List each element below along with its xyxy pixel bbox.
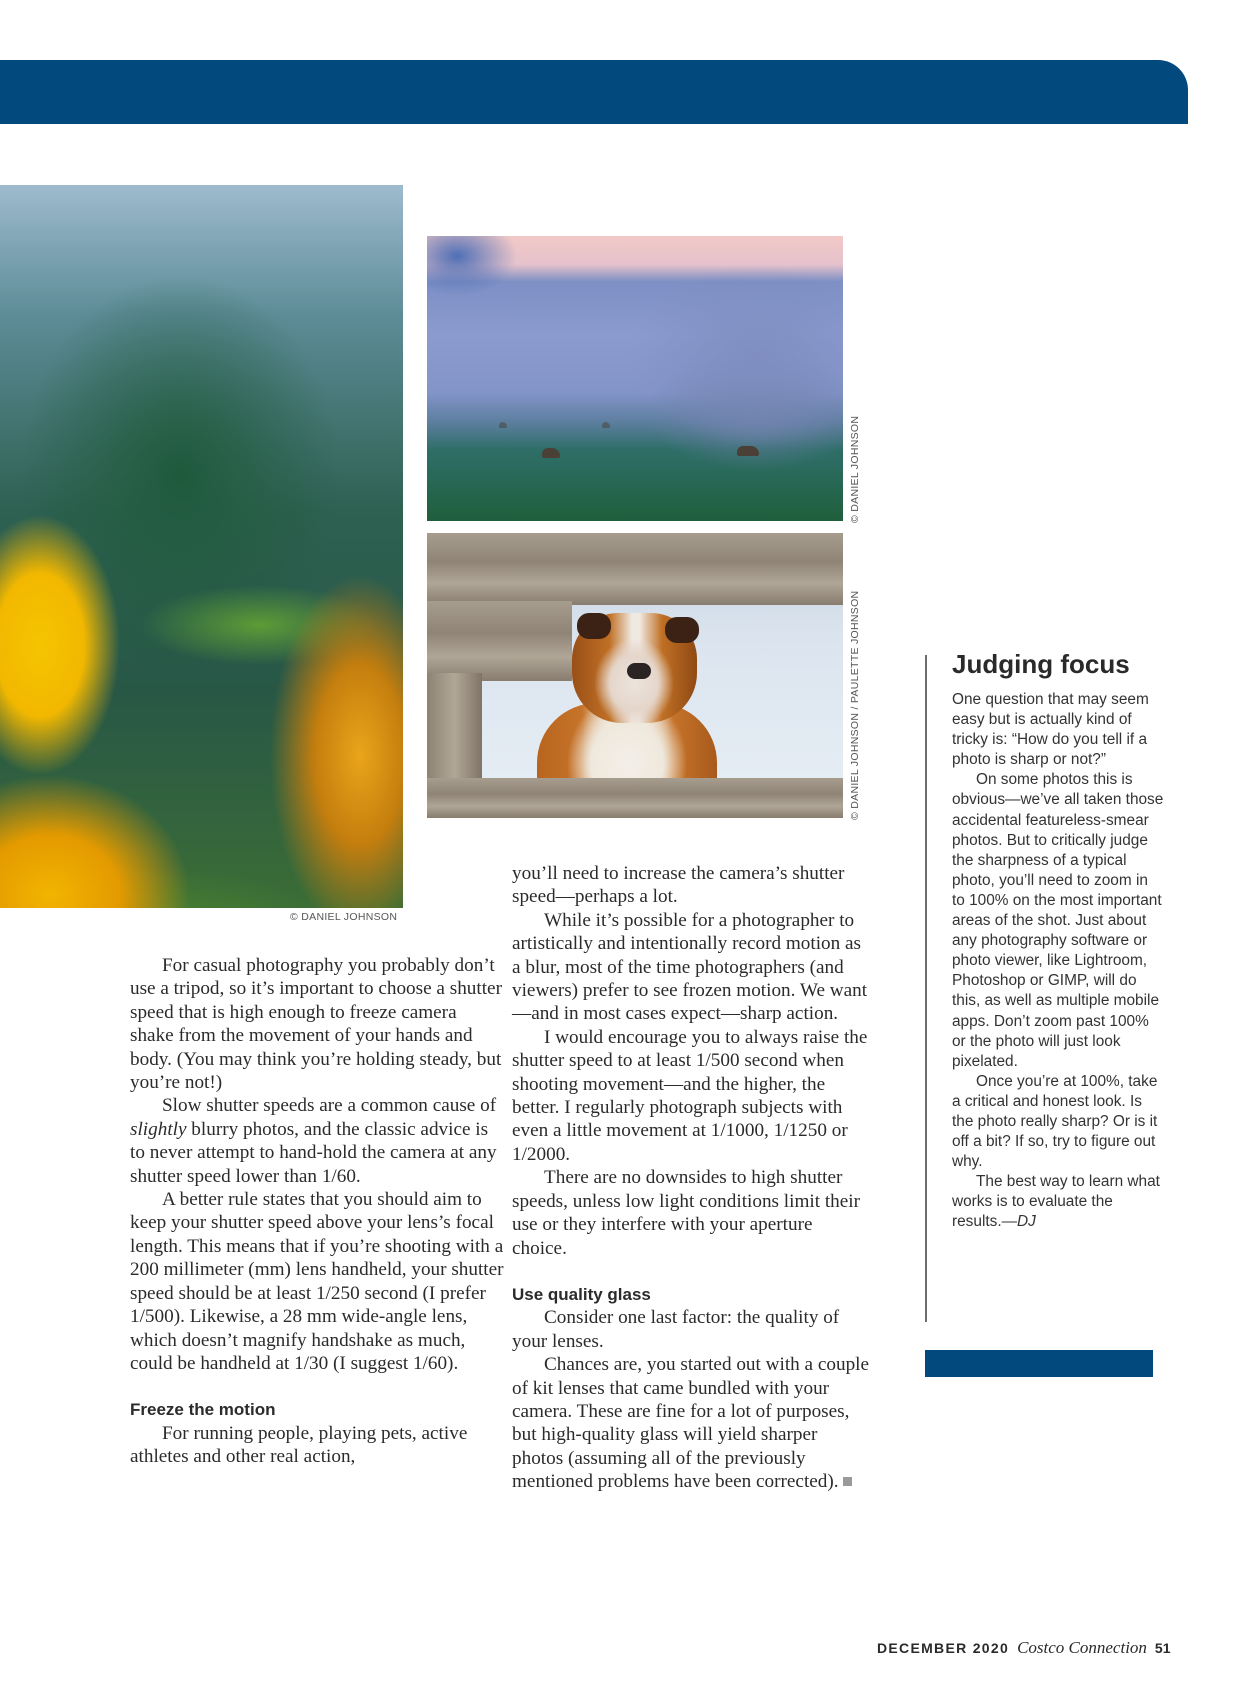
paragraph	[130, 1094, 505, 1188]
paragraph-text: blurry photos, and the classic advice is to never attempt to hand-hold the camera at any shutter speed lower than 1/60.	[130, 1118, 497, 1187]
page-number: 51	[1154, 1640, 1171, 1656]
sidebar-accent-bar	[925, 1350, 1153, 1377]
page-footer	[877, 1638, 1171, 1658]
sidebar-title: Judging focus	[952, 649, 1130, 679]
deer-figure	[602, 422, 610, 428]
dog-nose	[627, 663, 651, 679]
sidebar-paragraph-text: The best way to learn what works is to evaluate the results.	[952, 1173, 1160, 1231]
header-band	[0, 60, 1188, 124]
sidebar-paragraph	[952, 1172, 1164, 1232]
dog-ear	[577, 613, 611, 639]
sunflower-photo	[0, 185, 403, 908]
paragraph: A better rule states that you should aim to keep your shutter speed above your lens’s focal length. This means that if you’re shooting with a 200 millimeter (mm) lens handheld, your shutter speed should be at least 1/250 second (I prefer 1/500). Likewise, a 28 mm wide-angle lens, which doesn’t magnify handshake as much, could be handheld at 1/30 (I suggest 1/60).	[130, 1189, 504, 1374]
sidebar-paragraph: One question that may seem easy but is actually kind of tricky is: “How do you tell if a photo is sharp or not?”	[952, 691, 1149, 769]
spacer	[512, 1260, 872, 1283]
sidebar-judging-focus	[952, 648, 1164, 1233]
article-column-left	[130, 954, 505, 1469]
article-column-middle	[512, 862, 872, 1494]
emphasis-text: slightly	[130, 1118, 187, 1140]
paragraph-text: Slow shutter speeds are a common cause of	[162, 1095, 497, 1117]
spacer	[130, 1375, 505, 1398]
fence-plank-left	[427, 601, 572, 681]
paragraph: Consider one last factor: the quality of your lenses.	[512, 1307, 840, 1352]
deer-figure	[737, 446, 759, 456]
deer-figure	[542, 448, 560, 458]
fence-post	[427, 673, 482, 793]
deer-photo-credit: © DANIEL JOHNSON	[849, 415, 861, 523]
sidebar-paragraph: On some photos this is obvious—we’ve all taken those accidental featureless-smear photos. But to critically judge the sharpness of a typical photo, you’ll need to zoom in to 100% on the most important areas of the shot. Just about any photography software or photo viewer, like Lightroom, Photoshop or GIMP, will do this, as well as multiple mobile apps. Don’t zoom past 100% or the photo will just look pixelated.	[952, 771, 1164, 1070]
paragraph: For casual photography you probably don’t use a tripod, so it’s important to choose a shutter speed that is high enough to freeze camera shake from the movement of your hands and body. (You may think you’re holding steady, but you’re not!)	[130, 955, 502, 1094]
paragraph: you’ll need to increase the camera’s shutter speed—perhaps a lot.	[512, 863, 845, 908]
fence-plank-bottom	[427, 778, 843, 818]
sidebar-divider	[925, 655, 927, 1322]
deer-photo	[427, 236, 843, 521]
sidebar-paragraph: Once you’re at 100%, take a critical and honest look. Is the photo really sharp? Or is it off a bit? If so, try to figure out why.	[952, 1072, 1158, 1171]
fence-plank-top	[427, 533, 843, 605]
sunflower-photo-credit: © DANIEL JOHNSON	[290, 911, 398, 923]
dog-photo-credit: © DANIEL JOHNSON / PAULETTE JOHNSON	[849, 590, 861, 820]
paragraph	[512, 1353, 872, 1493]
deer-figure	[499, 422, 507, 428]
paragraph-text: Chances are, you started out with a couple of kit lenses that came bundled with your camera. These are fine for a lot of purposes, but high-quality glass will yield sharper photos (assuming all of the previously mentioned problems have been corrected).	[512, 1354, 870, 1493]
dog-photo	[427, 533, 843, 818]
end-of-article-square-icon	[843, 1477, 852, 1486]
magazine-name: Costco Connection	[1017, 1638, 1147, 1657]
paragraph: There are no downsides to high shutter speeds, unless low light conditions limit their use or they interfere with your aperture choice.	[512, 1167, 861, 1259]
paragraph: I would encourage you to always raise the shutter speed to at least 1/500 second when shooting movement—and the higher, the better. I regularly photograph subjects with even a little movement at 1/1000, 1/1250 or 1/2000.	[512, 1026, 868, 1165]
paragraph: For running people, playing pets, active athletes and other real action,	[130, 1422, 468, 1468]
sidebar-signature: —DJ	[1001, 1213, 1036, 1231]
issue-date: DECEMBER 2020	[877, 1640, 1010, 1656]
paragraph: While it’s possible for a photographer to artistically and intentionally record motion as a blur, most of the time photographers (and viewers) prefer to see frozen motion. We want—and in most cases expect—sharp action.	[512, 909, 868, 1025]
section-heading-use-quality-glass: Use quality glass	[512, 1284, 651, 1304]
dog-ear	[665, 617, 699, 643]
section-heading-freeze-the-motion: Freeze the motion	[130, 1400, 276, 1420]
